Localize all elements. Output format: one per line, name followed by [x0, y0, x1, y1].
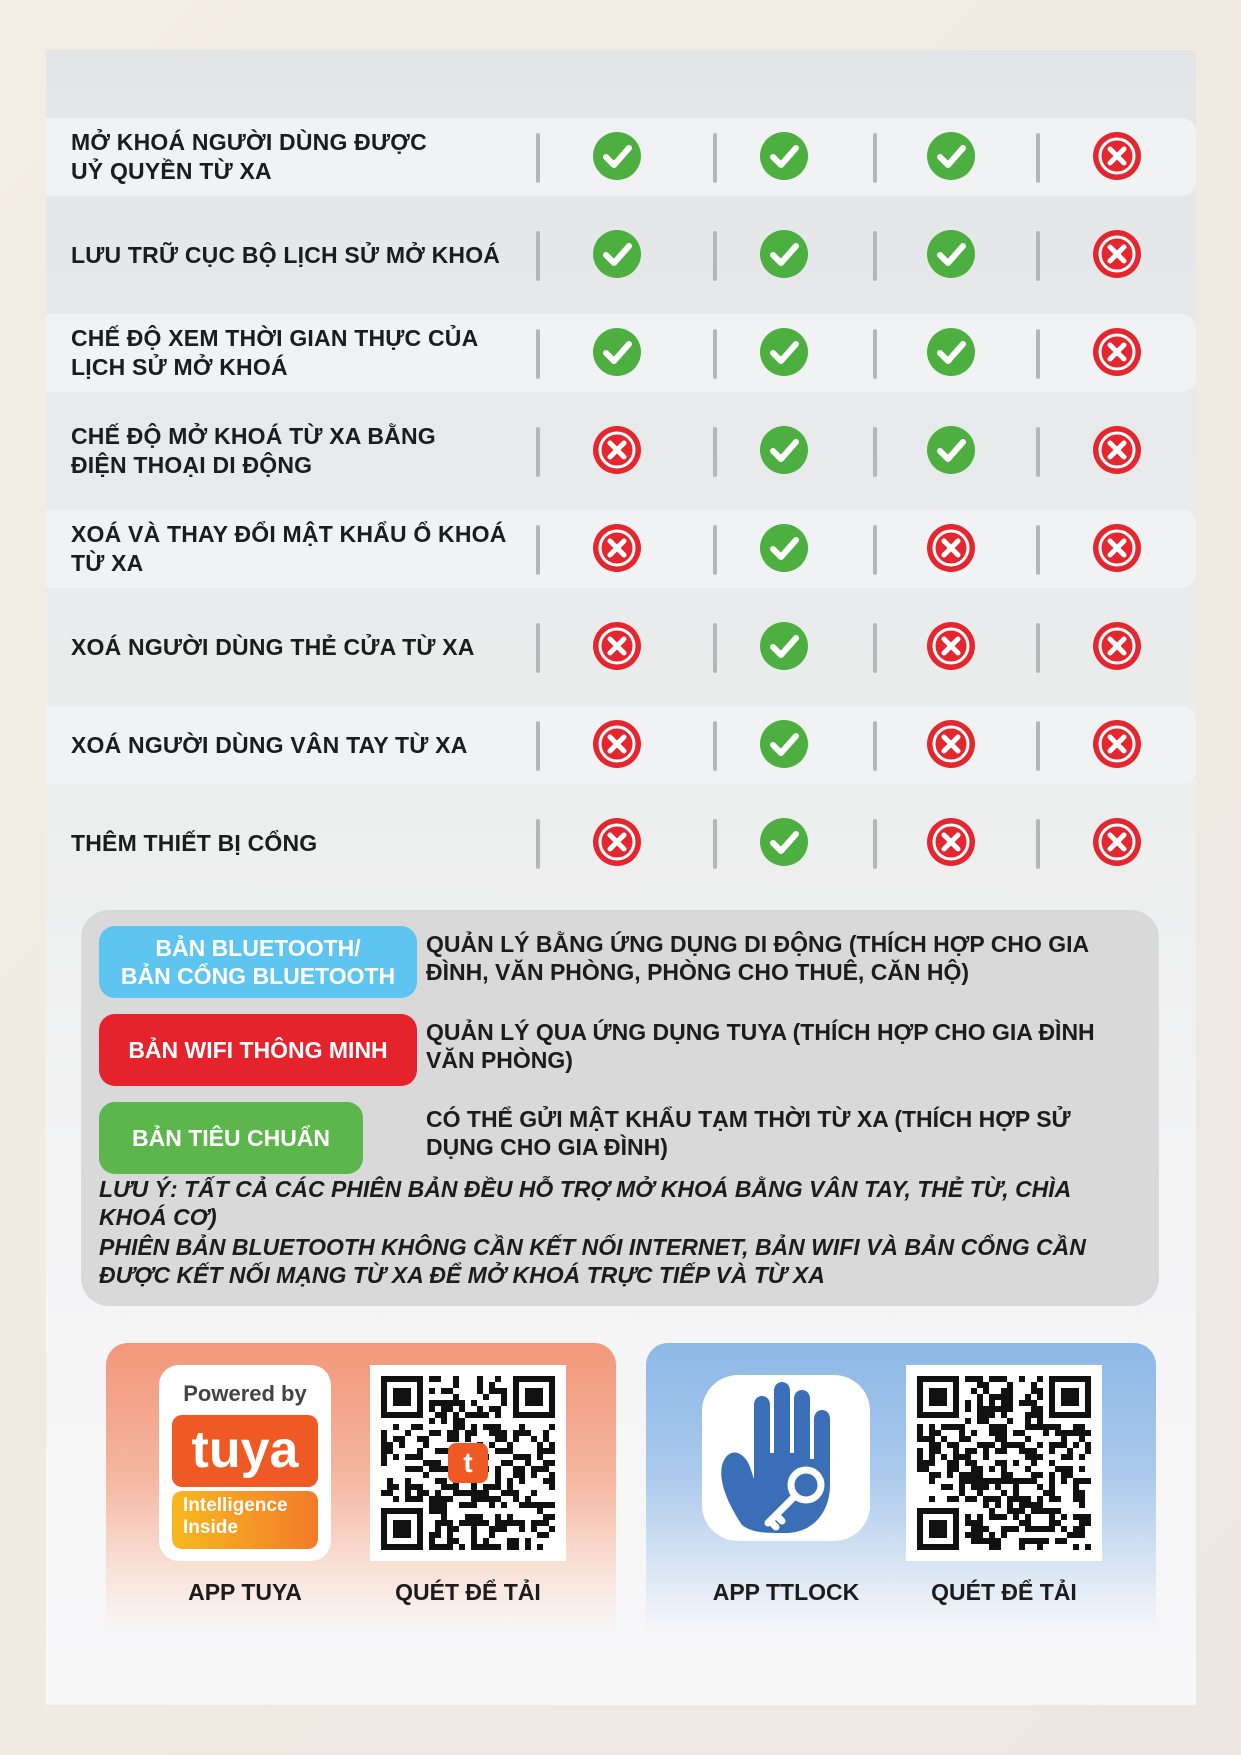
column-divider: [536, 721, 540, 771]
check-icon: [760, 426, 808, 474]
column-divider: [713, 329, 717, 379]
column-divider: [1036, 231, 1040, 281]
cross-icon: [927, 720, 975, 768]
feature-row: [46, 608, 1196, 686]
column-divider: [713, 819, 717, 869]
check-icon: [593, 328, 641, 376]
feature-row: [46, 412, 1196, 490]
column-divider: [1036, 623, 1040, 673]
column-divider: [713, 721, 717, 771]
cross-icon: [1093, 720, 1141, 768]
check-icon: [760, 720, 808, 768]
ttlock-hand-key-icon: [702, 1375, 870, 1541]
feature-table: [46, 118, 1196, 902]
column-divider: [1036, 329, 1040, 379]
tuya-app-card: [106, 1343, 616, 1633]
column-divider: [536, 623, 540, 673]
ttlock-qr-code[interactable]: [906, 1365, 1102, 1561]
column-divider: [873, 525, 877, 575]
tuya-qr-code[interactable]: [370, 1365, 566, 1561]
column-divider: [1036, 525, 1040, 575]
column-divider: [1036, 133, 1040, 183]
cross-icon: [927, 622, 975, 670]
column-divider: [713, 231, 717, 281]
column-divider: [536, 133, 540, 183]
check-icon: [760, 230, 808, 278]
note-connectivity: PHIÊN BẢN BLUETOOTH KHÔNG CẦN KẾT NỐI INTERNET, BẢN WIFI VÀ BẢN CỔNG CẦN ĐƯỢC KẾT NỐI MẠNG TỪ XA ĐỂ MỞ KHOÁ TRỰC TIẾP VÀ TỪ XA: [99, 1234, 1086, 1288]
column-divider: [873, 427, 877, 477]
wifi-version-desc: QUẢN LÝ QUA ỨNG DỤNG TUYA (THÍCH HỢP CHO GIA ĐÌNH VĂN PHÒNG): [426, 1019, 1095, 1073]
column-divider: [873, 133, 877, 183]
check-icon: [760, 328, 808, 376]
check-icon: [593, 230, 641, 278]
feature-label: THÊM THIẾT BỊ CỔNG: [71, 829, 318, 856]
standard-version-pill: BẢN TIÊU CHUẨN: [99, 1102, 363, 1174]
column-divider: [713, 133, 717, 183]
standard-version-desc: CÓ THỂ GỬI MẬT KHẨU TẠM THỜI TỪ XA (THÍCH HỢP SỬ DỤNG CHO GIA ĐÌNH): [426, 1106, 1071, 1160]
wifi-version-pill: BẢN WIFI THÔNG MINH: [99, 1014, 417, 1086]
cross-icon: [927, 524, 975, 572]
cross-icon: [927, 818, 975, 866]
note-all-versions: LƯU Ý: TẤT CẢ CÁC PHIÊN BẢN ĐỀU HỖ TRỢ MỞ KHOÁ BẰNG VÂN TAY, THẺ TỪ, CHÌA KHOÁ CƠ): [99, 1176, 1072, 1230]
column-divider: [1036, 721, 1040, 771]
feature-row: [46, 510, 1196, 588]
check-icon: [760, 622, 808, 670]
cross-icon: [1093, 818, 1141, 866]
cross-icon: [593, 720, 641, 768]
cross-icon: [1093, 230, 1141, 278]
feature-label: XOÁ NGƯỜI DÙNG THẺ CỬA TỪ XA: [71, 633, 475, 660]
feature-label: CHẾ ĐỘ XEM THỜI GIAN THỰC CỦA LỊCH SỬ MỞ KHOÁ: [71, 325, 479, 380]
tuya-qr-center-icon: t: [448, 1443, 488, 1483]
feature-row: [46, 804, 1196, 882]
check-icon: [760, 818, 808, 866]
column-divider: [713, 525, 717, 575]
feature-label: LƯU TRỮ CỤC BỘ LỊCH SỬ MỞ KHOÁ: [71, 241, 501, 268]
check-icon: [593, 132, 641, 180]
feature-row: [46, 118, 1196, 196]
feature-row: [46, 216, 1196, 294]
feature-label: CHẾ ĐỘ MỞ KHOÁ TỪ XA BẰNG ĐIỆN THOẠI DI ĐỘNG: [71, 423, 436, 478]
feature-label: XOÁ NGƯỜI DÙNG VÂN TAY TỪ XA: [71, 731, 468, 758]
check-icon: [927, 132, 975, 180]
column-divider: [713, 623, 717, 673]
check-icon: [760, 524, 808, 572]
check-icon: [927, 328, 975, 376]
cross-icon: [1093, 328, 1141, 376]
cross-icon: [1093, 524, 1141, 572]
cross-icon: [593, 818, 641, 866]
check-icon: [927, 230, 975, 278]
cross-icon: [1093, 622, 1141, 670]
feature-label: XOÁ VÀ THAY ĐỔI MẬT KHẨU Ổ KHOÁ TỪ XA: [71, 521, 507, 576]
ttlock-app-caption: APP TTLOCK: [712, 1579, 860, 1605]
ttlock-scan-caption: QUÉT ĐỂ TẢI: [931, 1579, 1077, 1605]
column-divider: [536, 525, 540, 575]
column-divider: [873, 231, 877, 281]
tuya-scan-caption: QUÉT ĐỂ TẢI: [395, 1579, 541, 1605]
cross-icon: [593, 622, 641, 670]
column-divider: [1036, 819, 1040, 869]
tuya-logo: Powered by tuya Intelligence Inside: [159, 1365, 331, 1561]
check-icon: [927, 426, 975, 474]
cross-icon: [593, 426, 641, 474]
check-icon: [760, 132, 808, 180]
spec-sheet: [46, 50, 1196, 1705]
feature-row: [46, 706, 1196, 784]
tuya-app-caption: APP TUYA: [188, 1579, 302, 1605]
column-divider: [536, 329, 540, 379]
column-divider: [873, 329, 877, 379]
column-divider: [873, 721, 877, 771]
bluetooth-version-desc: QUẢN LÝ BẰNG ỨNG DỤNG DI ĐỘNG (THÍCH HỢP CHO GIA ĐÌNH, VĂN PHÒNG, PHÒNG CHO THUÊ, CĂN HỘ): [426, 931, 1090, 985]
feature-label: MỞ KHOÁ NGƯỜI DÙNG ĐƯỢC UỶ QUYỀN TỪ XA: [71, 129, 427, 184]
cross-icon: [593, 524, 641, 572]
column-divider: [1036, 427, 1040, 477]
version-legend: [81, 910, 1159, 1306]
ttlock-app-card: [646, 1343, 1156, 1633]
cross-icon: [1093, 132, 1141, 180]
column-divider: [873, 623, 877, 673]
column-divider: [713, 427, 717, 477]
cross-icon: [1093, 426, 1141, 474]
column-divider: [536, 427, 540, 477]
column-divider: [536, 231, 540, 281]
column-divider: [536, 819, 540, 869]
feature-row: [46, 314, 1196, 392]
column-divider: [873, 819, 877, 869]
bluetooth-version-pill: BẢN BLUETOOTH/ BẢN CỔNG BLUETOOTH: [99, 926, 417, 998]
